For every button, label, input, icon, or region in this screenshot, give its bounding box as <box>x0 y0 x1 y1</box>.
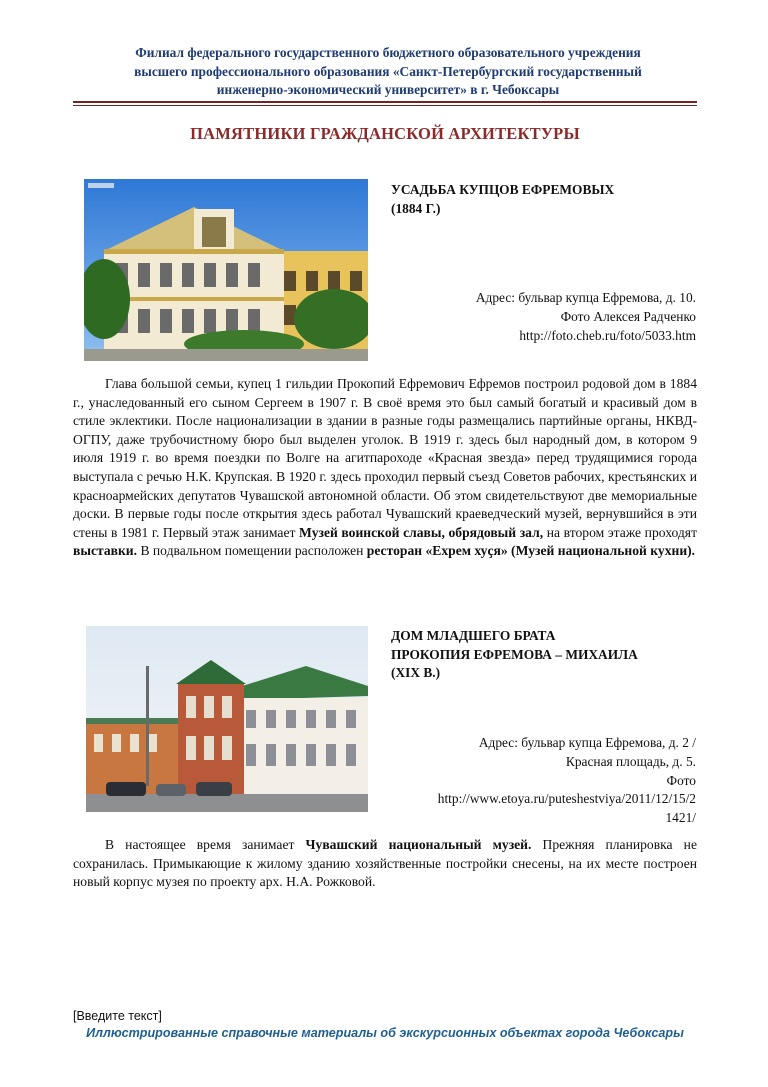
section2-photo-link-cont[interactable]: 1421/ <box>665 810 696 826</box>
text-run: В подвальном помещении расположен <box>137 543 367 559</box>
header-line: Филиал федерального государственного бюджетного образовательного учреждения <box>135 45 641 60</box>
section2-address-cont: Красная площадь, д. 5. <box>565 753 696 769</box>
text-run: Глава большой семьи, купец 1 гильдии Прокопий Ефремович Ефремов построил родовой дом в 1884 г., унаследованный его сыном Сергеем в 1907 г. В своё время это был самый богатый и красивый дом в стиле эклектики. После национализации в здании в разные годы размещались партийные органы, НКВД-ОГПУ, даже трубочистному бюро был выделен уголок. В 1919 г. здесь был народный дом, в котором 9 июля 1919 г. во время поездки по Волге на агитпароходе «Красная звезда» перед трудящимися города выступала с речью Н.К. Крупская. В 1920 г. здесь проходил первый съезд Советов рабочих, крестьянских и красноармейских депутатов Чувашской автономной области. Об этом свидетельствуют две мемориальные доски. В первые годы после открытия здесь работал Чувашский краеведческий музей, вернувшийся в эти стены в 1981 г. Первый этаж занимает <box>73 376 697 540</box>
section1-title-line: (1884 Г.) <box>391 200 441 216</box>
section2-title-line: ПРОКОПИЯ ЕФРЕМОВА – МИХАИЛА <box>391 646 638 662</box>
text-run: на втором этаже проходят <box>543 524 698 540</box>
museum-photo <box>86 626 368 812</box>
section2-address: Адрес: бульвар купца Ефремова, д. 2 / <box>478 735 696 750</box>
bold-run: выставки. <box>73 543 138 559</box>
section2-title-line: (XIX В.) <box>391 665 441 680</box>
section2-photo-link[interactable]: http://www.etoya.ru/puteshestviya/2011/12/15/2 <box>437 791 696 807</box>
estate-photo <box>84 179 368 361</box>
institution-header <box>78 44 698 100</box>
section1-address-block <box>391 289 696 345</box>
section1-paragraph <box>73 375 697 561</box>
bold-run: ресторан «Ехрем хуҫя» (Музей национальной кухни). <box>366 543 696 559</box>
text-run: В настоящее время занимает <box>105 837 306 852</box>
section1-title-line: УСАДЬБА КУПЦОВ ЕФРЕМОВЫХ <box>391 182 615 197</box>
section2-paragraph <box>73 836 697 892</box>
section1-photo-link[interactable]: http://foto.cheb.ru/foto/5033.htm <box>519 327 696 343</box>
section2-title-line: ДОМ МЛАДШЕГО БРАТА <box>391 628 556 643</box>
header-divider-thin <box>73 105 697 106</box>
section2-address-block <box>391 734 696 828</box>
page-title: ПАМЯТНИКИ ГРАЖДАНСКОЙ АРХИТЕКТУРЫ <box>190 124 580 143</box>
bold-run: Чувашский национальный музей. <box>305 837 532 852</box>
header-line: инженерно-экономический университет» в г. Чебоксары <box>216 82 560 97</box>
footer-caption: Иллюстрированные справочные материалы об экскурсионных объектах города Чебоксары <box>86 1026 684 1040</box>
section1-title <box>391 181 691 218</box>
footer-placeholder[interactable]: [Введите текст] <box>73 1009 162 1023</box>
section1-photo-credit: Фото Алексея Радченко <box>560 308 696 324</box>
text-run: Прежняя планировка не сохранилась. Примыкающие к жилому зданию хозяйственные постройки снесены, на их месте построен новый корпус музея по проекту арх. Н.А. Рожковой. <box>73 837 697 890</box>
section2-photo-credit: Фото <box>666 772 696 788</box>
header-line: высшего профессионального образования «Санкт-Петербургский государственный <box>134 63 642 79</box>
header-divider <box>73 101 697 103</box>
section2-title <box>391 627 696 683</box>
section1-address: Адрес: бульвар купца Ефремова, д. 10. <box>475 290 696 305</box>
bold-run: Музей воинской славы, обрядовый зал, <box>299 524 544 540</box>
